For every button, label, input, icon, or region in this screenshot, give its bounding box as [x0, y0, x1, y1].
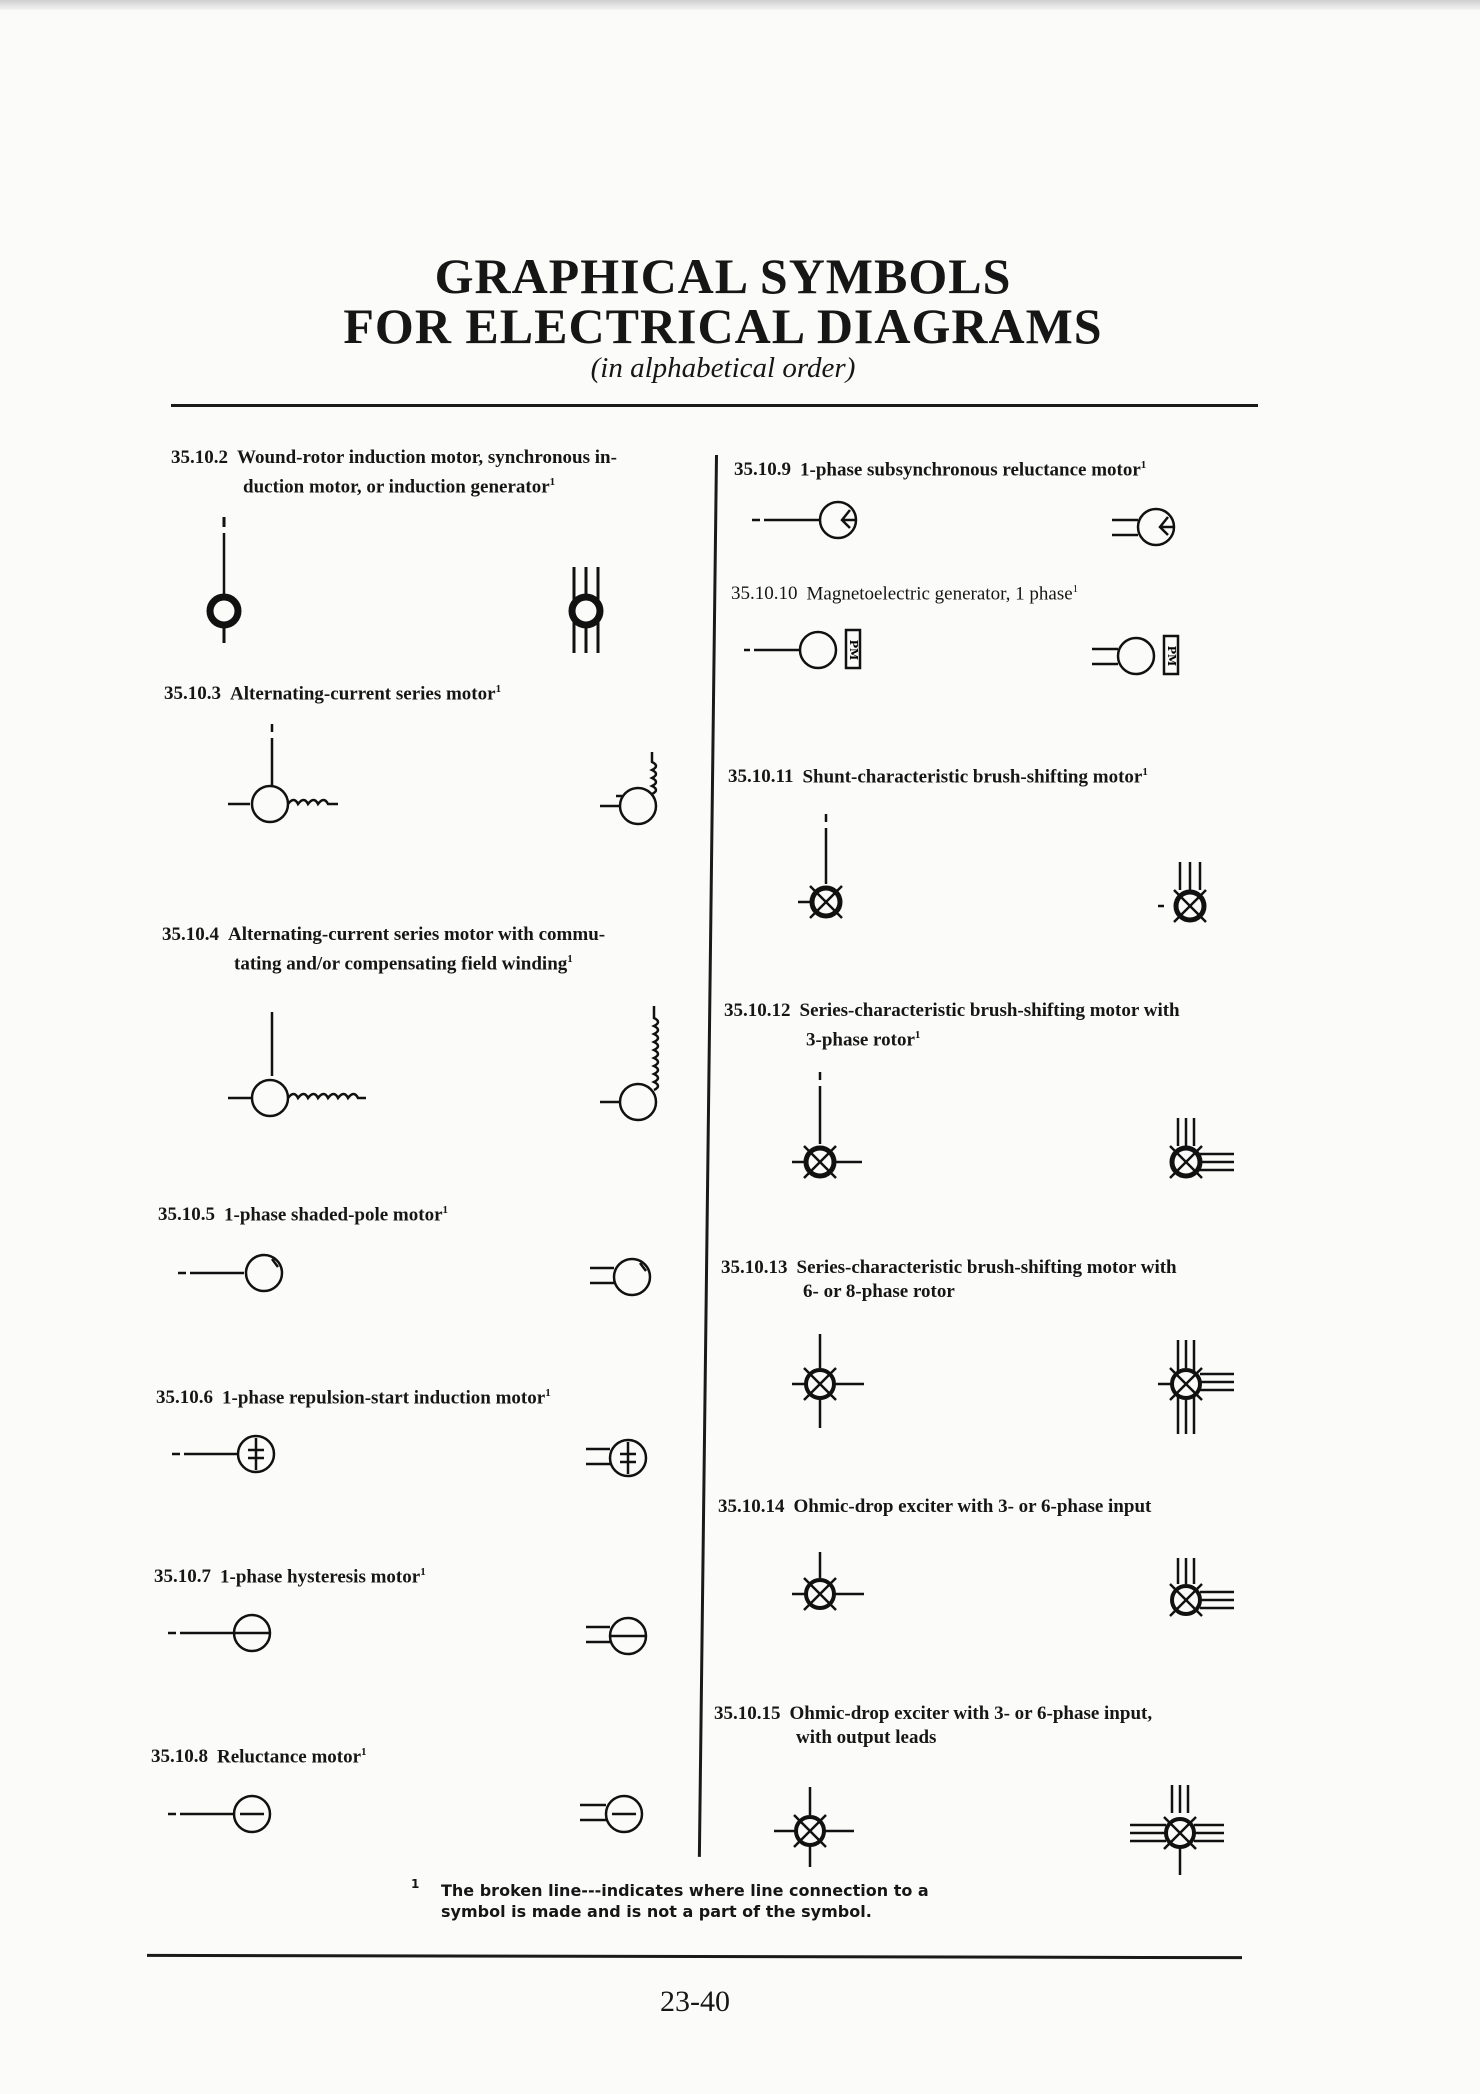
repulsion-start-motor-symbol-single-line [170, 1432, 290, 1486]
entry-35-10-3: 35.10.3 Alternating-current series motor$^1$ [164, 683, 502, 705]
wound-rotor-motor-symbol-three-line [556, 565, 616, 659]
entry-35-10-8: 35.10.8 Reluctance motor$^1$ [151, 1746, 367, 1768]
page-number: 23-40 [660, 1985, 730, 2018]
entry-35-10-10: 35.10.10 Magnetoelectric generator, 1 phase$^1$ [731, 583, 1079, 605]
shunt-brush-shifting-motor-symbol-single-line [796, 812, 866, 936]
repulsion-start-motor-symbol-double-line [584, 1434, 664, 1488]
bottom-rule [147, 1954, 1242, 1959]
entry-35-10-11: 35.10.11 Shunt-characteristic brush-shifting motor$^1$ [728, 766, 1148, 788]
ac-series-motor-commutating-symbol-multi-line [596, 996, 686, 1130]
pm-box-label: PM [847, 639, 860, 661]
entry-35-10-15: 35.10.15 Ohmic-drop exciter with 3- or 6-phase input, with output leads [714, 1703, 1153, 1748]
page-title-line-1: GRAPHICAL SYMBOLS [434, 248, 1012, 304]
series-brush-shifting-motor-3-phase-symbol-multi-line [1158, 1116, 1238, 1200]
shunt-brush-shifting-motor-symbol-three-line [1158, 860, 1228, 944]
magnetoelectric-generator-symbol-single-line [742, 628, 882, 682]
subsynchronous-reluctance-motor-symbol-single-line [750, 498, 870, 552]
hysteresis-motor-symbol-single-line [166, 1611, 286, 1665]
entry-35-10-5: 35.10.5 1-phase shaded-pole motor$^1$ [158, 1204, 449, 1226]
reluctance-motor-symbol-double-line [578, 1790, 658, 1844]
magnetoelectric-generator-symbol-double-line [1090, 634, 1230, 688]
ac-series-motor-commutating-symbol-single-line [220, 1010, 400, 1124]
ohmic-drop-exciter-output-leads-symbol-single-line [770, 1785, 870, 1879]
ohmic-drop-exciter-symbol-single-line [790, 1550, 870, 1634]
footnote-mark: 1 [411, 1877, 420, 1891]
column-divider [698, 455, 718, 1857]
ohmic-drop-exciter-output-leads-symbol-multi-line [1126, 1783, 1226, 1882]
entry-35-10-6: 35.10.6 1-phase repulsion-start induction motor$^1$ [156, 1387, 551, 1409]
scan-edge [0, 0, 1480, 10]
entry-35-10-14: 35.10.14 Ohmic-drop exciter with 3- or 6-phase input [718, 1496, 1152, 1517]
page-subtitle: (in alphabetical order) [590, 352, 856, 384]
hysteresis-motor-symbol-double-line [584, 1612, 664, 1666]
shaded-pole-motor-symbol-double-line [588, 1253, 668, 1307]
entry-35-10-9: 35.10.9 1-phase subsynchronous reluctance motor$^1$ [734, 459, 1147, 481]
entry-35-10-7: 35.10.7 1-phase hysteresis motor$^1$ [154, 1566, 426, 1588]
series-brush-shifting-motor-3-phase-symbol-single-line [790, 1070, 870, 1194]
ac-series-motor-symbol-multi-line [596, 744, 686, 838]
reluctance-motor-symbol-single-line [166, 1792, 286, 1846]
series-brush-shifting-motor-6-phase-symbol-multi-line [1158, 1338, 1238, 1442]
footnote-text: The broken line---indicates where line connection to a symbol is made and is not a part of the symbol. [441, 1881, 929, 1921]
ac-series-motor-symbol-single-line [220, 722, 370, 836]
entry-35-10-13: 35.10.13 Series-characteristic brush-shifting motor with 6- or 8-phase rotor [721, 1257, 1177, 1302]
series-brush-shifting-motor-6-phase-symbol-single-line [790, 1332, 870, 1436]
wound-rotor-motor-symbol-single-line [194, 515, 254, 649]
entry-35-10-2: 35.10.2 Wound-rotor induction motor, synchronous in- duction motor, or induction generator$^1$ [171, 447, 617, 498]
entry-35-10-12: 35.10.12 Series-characteristic brush-shifting motor with 3-phase rotor$^1$ [724, 1000, 1180, 1051]
top-rule [171, 404, 1258, 407]
ohmic-drop-exciter-symbol-multi-line [1158, 1556, 1238, 1640]
pm-box-label: PM [1165, 645, 1178, 667]
page-title-line-2: FOR ELECTRICAL DIAGRAMS [343, 298, 1103, 354]
shaded-pole-motor-symbol-single-line [176, 1251, 296, 1305]
entry-35-10-4: 35.10.4 Alternating-current series motor with commu- tating and/or compensating field winding$^1$ [162, 924, 606, 975]
footnote [411, 1877, 961, 1922]
subsynchronous-reluctance-motor-symbol-double-line [1110, 505, 1190, 559]
